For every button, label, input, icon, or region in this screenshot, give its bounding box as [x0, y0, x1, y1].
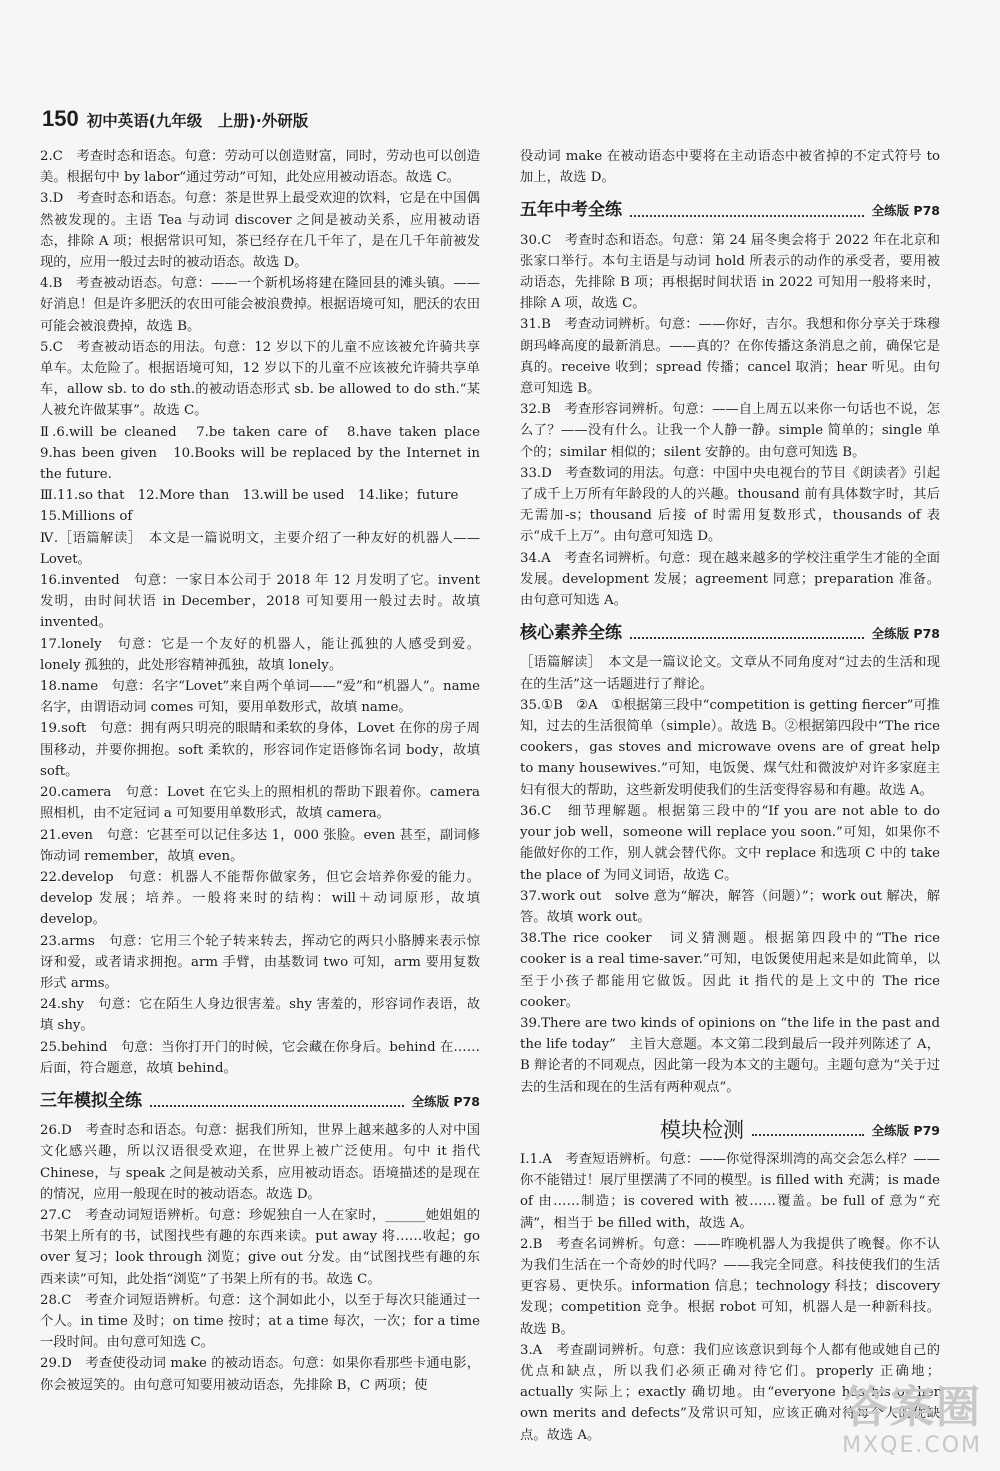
- section-title: 五年中考全练: [520, 200, 622, 221]
- answer-paragraph: 23.arms 句意：它用三个轮子转来转去，挥动它的两只小胳膊来表示惊讶和爱，或者请求拥抱。arm 手臂，由基数词 two 可知，arm 要用复数形式 arms。: [40, 933, 480, 991]
- answer-paragraph: 30.C 考查时态和语态。句意：第 24 届冬奥会将于 2022 年在北京和张家口举行。本句主语是与动词 hold 所表示的动作的承受者，要用被动语态，先排除 B 项；再根据时间状语 in 2022 可知用一般将来时，排除 A 项，故选 C。: [520, 232, 940, 312]
- answer-paragraph: 5.C 考查被动语态的用法。句意：12 岁以下的儿童不应该被允许骑共享单车。太危险了。根据语境可知，12 岁以下的儿童不应该被允许骑共享单车，allow sb. to do sth.的被动语态形式 sb. be allowed to do sth.“某人被允许做某事”。故选 C。: [40, 339, 480, 419]
- answer-paragraph: 24.shy 句意：它在陌生人身边很害羞。shy 害羞的，形容词作表语，故填 shy。: [40, 997, 480, 1034]
- answer-paragraph: 32.B 考查形容词辨析。句意：——自上周五以来你一句话也不说，怎么了？——没有什么。让我一个人静一静。simple 简单的；single 单个的；similar 相似的；silent 安静的。由句意可知选 B。: [520, 402, 940, 460]
- section-heading: [520, 1117, 940, 1142]
- answer-paragraph: 34.A 考查名词辨析。句意：现在越来越多的学校注重学生才能的全面发展。development 发展；agreement 同意；preparation 准备。由句意可知选 A。: [520, 550, 940, 609]
- answer-paragraph: 20.camera 句意：Lovet 在它头上的照相机的帮助下跟着你。camera 照相机，由不定冠词 a 可知要用单数形式，故填 camera。: [40, 785, 480, 822]
- dotted-leader: [150, 1105, 404, 1107]
- answer-paragraph: 35.①B ②A ①根据第三段中“competition is getting fiercer”可推知，过去的生活很简单（simple）。故选 B。②根据第四段中“The rice cookers，gas stoves and microwave ovens are of great help to many housewives.”可知，电饭煲、煤气灶和微波炉对许多家庭主妇有很大的帮助，这些新发明使我们的生活变得容易和有趣。故选 A。: [520, 697, 940, 798]
- left-column: [40, 146, 494, 1396]
- section-page-ref: 全练版 P78: [871, 203, 940, 219]
- section-title: 三年模拟全练: [40, 1090, 142, 1111]
- answer-paragraph: 17.lonely 句意：它是一个友好的机器人，能让孤独的人感受到爱。lonely 孤独的，此处形容精神孤独，故填 lonely。: [40, 636, 480, 673]
- answer-paragraph: Ⅳ.［语篇解读］ 本文是一篇说明文，主要介绍了一种友好的机器人——Lovet。: [40, 530, 480, 567]
- section-title: 核心素养全练: [520, 623, 622, 644]
- answer-paragraph: 37.work out solve 意为“解决，解答（问题）”；work out 解决，解答。故填 work out。: [520, 888, 940, 925]
- answer-paragraph: 3.A 考查副词辨析。句意：我们应该意识到每个人都有他或她自己的优点和缺点，所以我们必须正确对待它们。properly 正确地；actually 实际上；exactly 确切地。由“everyone has his or her own merits and defects”及常识可知，应该正确对待每个人的优缺点。故选 A。: [520, 1342, 940, 1443]
- section-heading: [520, 623, 940, 644]
- section-page-ref: 全练版 P79: [871, 1122, 940, 1138]
- section-title: 模块检测: [660, 1117, 744, 1142]
- answer-paragraph: 2.C 考查时态和语态。句意：劳动可以创造财富，同时，劳动也可以创造美。根据句中 by labor“通过劳动”可知，此处应用被动语态。故选 C。: [40, 149, 480, 186]
- page-number: 150: [42, 106, 79, 131]
- answer-paragraph: 31.B 考查动词辨析。句意：——你好，吉尔。我想和你分享关于珠穆朗玛峰高度的最新消息。——真的？在你传播这条消息之前，确保它是真的。receive 收到；spread 传播；cancel 取消；hear 听见。由句意可知选 B。: [520, 317, 940, 397]
- answer-paragraph: 36.C 细节理解题。根据第三段中的“If you are not able to do your job well，someone will replace you soon.”可知，如果你不能做好你的工作，别人就会替代你。文中 replace 和选项 C 中的 take the place of 为同义词语，故选 C。: [520, 803, 940, 883]
- answer-paragraph: 3.D 考查时态和语态。句意：茶是世界上最受欢迎的饮料，它是在中国偶然被发现的。主语 Tea 与动词 discover 之间是被动关系，应用被动语态，排除 A 项；根据常识可知，茶已经存在几千年了，是在几千年前被发现的，应用一般过去时的被动语态。故选 D。: [40, 191, 480, 271]
- answer-paragraph: 2.B 考查名词辨析。句意：——昨晚机器人为我提供了晚餐。你不认为我们生活在一个奇妙的时代吗？——我完全同意。科技使我们的生活更容易、更快乐。information 信息；technology 科技；discovery 发现；competition 竞争。根据 robot 可知，机器人是一种新科技。故选 B。: [520, 1236, 940, 1337]
- answer-paragraph: 29.D 考查使役动词 make 的被动语态。句意：如果你看那些卡通电影，你会被逗笑的。由句意可知要用被动语态，先排除 B，C 两项；使: [40, 1356, 480, 1393]
- answer-paragraph: 21.even 句意：它甚至可以记住多达 1，000 张脸。even 甚至，副词修饰动词 remember，故填 even。: [40, 827, 480, 864]
- dotted-leader: [630, 215, 864, 217]
- answer-paragraph: 38.The rice cooker 词义猜测题。根据第四段中的“The rice cooker is a real time-saver.”可知，电饭煲使用起来是如此简单，以至于小孩子都能用它做饭。因此 it 指代的是上文中的 The rice cooker。: [520, 931, 940, 1010]
- watermark-url: MXQE.COM: [842, 1433, 982, 1458]
- answer-paragraph: 15.Millions of: [40, 509, 133, 525]
- answer-paragraph: 33.D 考查数词的用法。句意：中国中央电视台的节目《朗读者》引起了成千上万所有年龄段的人的兴趣。thousand 前有具体数字时，其后无需加-s；thousand 后接 of 时需用复数形式，thousands of 表示“成千上万”。由句意可知选 D。: [520, 465, 940, 545]
- answer-paragraph: 26.D 考查时态和语态。句意：据我们所知，世界上越来越多的人对中国文化感兴趣，所以汉语很受欢迎，在世界上被广泛使用。句中 it 指代 Chinese，与 speak 之间是被动关系，应用被动语态。语境描述的是现在的情况，应用一般现在时的被动语态。故选 D。: [40, 1123, 480, 1202]
- dotted-leader: [752, 1134, 864, 1136]
- section-page-ref: 全练版 P78: [871, 626, 940, 642]
- answer-paragraph: 22.develop 句意：机器人不能帮你做家务，但它会培养你爱的能力。develop 发展；培养。一般将来时的结构：will＋动词原形，故填 develop。: [40, 869, 480, 928]
- answer-paragraph: 16.invented 句意：一家日本公司于 2018 年 12 月发明了它。invent 发明，由时间状语 in December，2018 可知要用一般过去时。故填 invented。: [40, 573, 480, 631]
- section-heading: [520, 200, 940, 221]
- answer-paragraph: Ⅱ.6.will be cleaned 7.be taken care of 8.have taken place 9.has been given 10.Books will be replaced by the Internet in the future.: [40, 424, 494, 483]
- answer-paragraph: Ⅲ.11.so that 12.More than 13.will be used 14.like；future: [40, 488, 459, 504]
- watermark-logo: [842, 1382, 982, 1461]
- answer-paragraph: 28.C 考查介词短语辨析。句意：这个洞如此小，以至于每次只能通过一个人。in time 及时；on time 按时；at a time 每次，一次；for a time 一段时间。由句意可知选 C。: [40, 1292, 480, 1351]
- section-page-ref: 全练版 P78: [411, 1093, 480, 1109]
- answer-paragraph: ［语篇解读］ 本文是一篇议论文。文章从不同角度对“过去的生活和现在的生活”这一话题进行了辩论。: [520, 655, 940, 692]
- answer-paragraph: 4.B 考查被动语态。句意：——一个新机场将建在隆回县的滩头镇。——好消息！但是许多肥沃的农田可能会被浪费掉。根据语境可知，肥沃的农田可能会被浪费掉，故选 B。: [40, 276, 480, 334]
- answer-paragraph: 27.C 考查动词短语辨析。句意：珍妮独自一人在家时，______她姐姐的书架上所有的书，试图找些有趣的东西来读。put away 将……收起；go over 复习；look through 浏览；give out 分发。由“试图找些有趣的东西来读”可知，此处指“浏览”了书架上所有的书。故选 C。: [40, 1207, 480, 1287]
- right-column: [520, 146, 940, 1446]
- answer-paragraph: 19.soft 句意：拥有两只明亮的眼睛和柔软的身体，Lovet 在你的房子周围移动，并要你拥抱。soft 柔软的，形容词作定语修饰名词 body，故填 soft。: [40, 721, 480, 779]
- page-header: [42, 106, 308, 132]
- answer-paragraph: 25.behind 句意：当你打开门的时候，它会藏在你身后。behind 在……后面，符合题意，故填 behind。: [40, 1039, 480, 1076]
- answer-paragraph: 39.There are two kinds of opinions on “the life in the past and the life today” 主旨大意题。本文第二段到最后一段并列陈述了 A，B 辩论者的不同观点，因此第一段为本文的主题句。主题句意为“关于过去的生活和现在的生活有两种观点”。: [520, 1015, 940, 1095]
- book-title: 初中英语(九年级 上册)·外研版: [86, 112, 309, 130]
- answer-paragraph: 18.name 句意：名字“Lovet”来自两个单词——“爱”和“机器人”。name 名字，由谓语动词 comes 可知，要用单数形式，故填 name。: [40, 679, 480, 716]
- watermark-text: 答案圈: [844, 1382, 982, 1433]
- answer-paragraph: 役动词 make 在被动语态中要将在主动语态中被省掉的不定式符号 to 加上，故选 D。: [520, 149, 940, 186]
- answer-paragraph: Ⅰ.1.A 考查短语辨析。句意：——你觉得深圳湾的高交会怎么样？——你不能错过！展厅里摆满了不同的模型。is filled with 充满；is made of 由……制造；is covered with 被……覆盖。be full of 意为“充满”，相当于 be filled with，故选 A。: [520, 1151, 940, 1231]
- section-heading: [40, 1091, 480, 1112]
- dotted-leader: [630, 637, 864, 639]
